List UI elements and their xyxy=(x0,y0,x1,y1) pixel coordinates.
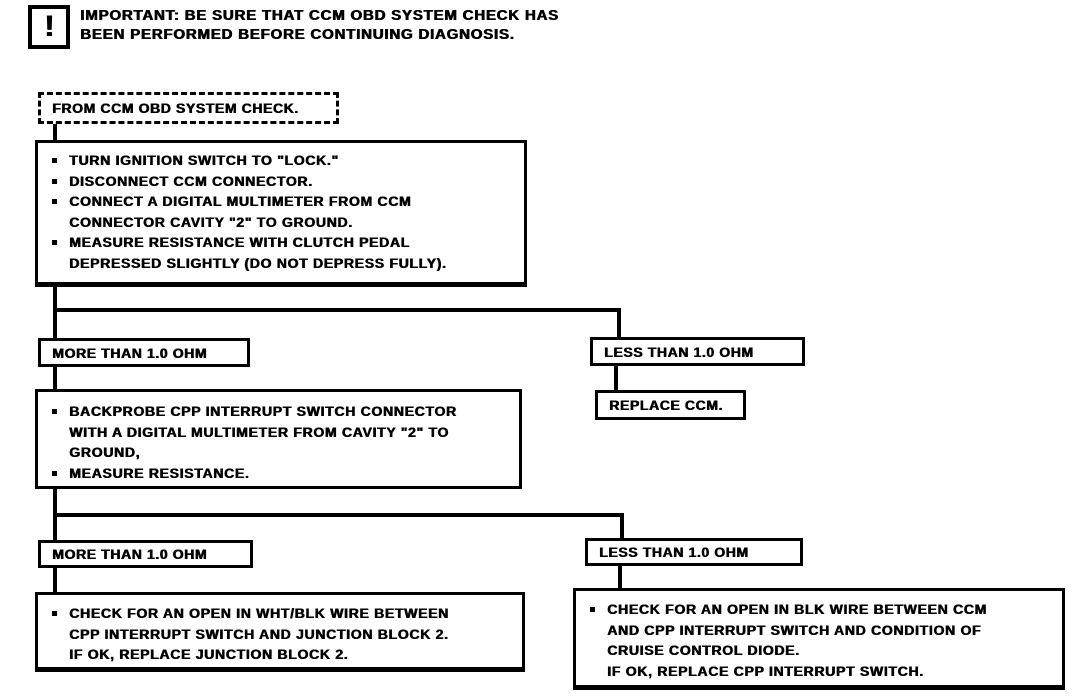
result-left-text: IF OK, REPLACE JUNCTION BLOCK 2. xyxy=(69,646,349,662)
bullet-spacer xyxy=(52,220,57,225)
result-right-text: CHECK FOR AN OPEN IN BLK WIRE BETWEEN CCM xyxy=(607,601,987,617)
connector-more1-step2 xyxy=(53,367,57,389)
bullet-spacer xyxy=(52,652,57,657)
list-item-continuation xyxy=(48,422,513,443)
result-left-text: CPP INTERRUPT SWITCH AND JUNCTION BLOCK 2. xyxy=(69,625,449,642)
flow-node-branch1-less xyxy=(590,337,805,366)
important-note-line: BEEN PERFORMED BEFORE CONTINUING DIAGNOSIS. xyxy=(80,26,515,43)
connector-less1-replace xyxy=(614,366,618,390)
list-item xyxy=(586,599,1056,620)
list-item xyxy=(48,191,518,212)
step2-item-text: GROUND, xyxy=(69,444,141,460)
list-item xyxy=(48,232,518,253)
step1-item-text: TURN IGNITION SWITCH TO "LOCK." xyxy=(69,152,339,168)
step1-item-text: CONNECTOR CAVITY "2" TO GROUND. xyxy=(69,213,353,230)
exclamation-glyph: ! xyxy=(44,10,54,43)
result-right-text: IF OK, REPLACE CPP INTERRUPT SWITCH. xyxy=(607,662,924,679)
result-right-text: AND CPP INTERRUPT SWITCH AND CONDITION OF xyxy=(607,621,982,638)
step1-item-text: MEASURE RESISTANCE WITH CLUTCH PEDAL xyxy=(69,234,410,250)
connector-step2-branch-horizontal xyxy=(53,513,624,517)
list-item-continuation xyxy=(48,442,513,463)
branch2-more-label: MORE THAN 1.0 OHM xyxy=(52,546,207,562)
bullet-spacer xyxy=(590,669,595,674)
list-item-continuation xyxy=(48,212,518,233)
bullet-icon xyxy=(590,607,595,612)
bullet-icon xyxy=(52,471,57,476)
list-item xyxy=(48,463,513,484)
list-item-continuation xyxy=(586,620,1056,641)
connector-step1-branch-horizontal xyxy=(53,308,621,312)
flow-node-result-left xyxy=(35,592,525,672)
flow-node-step2 xyxy=(35,389,522,489)
bullet-spacer xyxy=(590,648,595,653)
step2-item-text: MEASURE RESISTANCE. xyxy=(69,464,250,481)
bullet-spacer xyxy=(52,430,57,435)
step1-item-text: DEPRESSED SLIGHTLY (DO NOT DEPRESS FULLY). xyxy=(69,254,447,271)
connector-more2-result-left xyxy=(53,568,57,592)
branch1-less-label: LESS THAN 1.0 OHM xyxy=(604,343,754,360)
flow-node-branch2-less xyxy=(585,538,803,566)
list-item-continuation xyxy=(48,644,516,665)
list-item xyxy=(48,150,518,171)
connector-step2-less2 xyxy=(620,513,624,538)
list-item xyxy=(48,401,513,422)
step1-item-text: DISCONNECT CCM CONNECTOR. xyxy=(69,172,313,189)
connector-step1-more1 xyxy=(53,287,57,338)
flow-node-branch1-more xyxy=(38,338,250,367)
flow-node-start-label: FROM CCM OBD SYSTEM CHECK. xyxy=(52,100,299,116)
important-note xyxy=(80,6,559,44)
step2-item-text: WITH A DIGITAL MULTIMETER FROM CAVITY "2" TO xyxy=(69,423,449,440)
list-item-continuation xyxy=(586,661,1056,682)
bullet-icon xyxy=(52,199,57,204)
bullet-icon xyxy=(52,611,57,616)
step2-item-text: BACKPROBE CPP INTERRUPT SWITCH CONNECTOR xyxy=(69,403,457,419)
list-item xyxy=(48,603,516,624)
replace-ccm-label: REPLACE CCM. xyxy=(609,397,723,413)
bullet-icon xyxy=(52,409,57,414)
flow-node-result-right xyxy=(573,588,1065,690)
connector-step1-less1 xyxy=(617,308,621,337)
flow-node-step1 xyxy=(35,140,527,287)
result-right-text: CRUISE CONTROL DIODE. xyxy=(607,642,800,658)
list-item-continuation xyxy=(48,624,516,645)
list-item xyxy=(48,171,518,192)
bullet-spacer xyxy=(52,450,57,455)
branch1-more-label: MORE THAN 1.0 OHM xyxy=(52,344,207,361)
bullet-icon xyxy=(52,179,57,184)
bullet-spacer xyxy=(52,261,57,266)
important-exclamation-icon xyxy=(28,5,70,49)
important-note-line: IMPORTANT: BE SURE THAT CCM OBD SYSTEM CHECK HAS xyxy=(80,7,559,24)
result-left-text: CHECK FOR AN OPEN IN WHT/BLK WIRE BETWEEN xyxy=(69,605,449,621)
flow-node-replace-ccm xyxy=(595,390,746,420)
flow-node-branch2-more xyxy=(38,540,253,568)
connector-less2-result-right xyxy=(618,566,622,588)
flow-node-start xyxy=(38,92,339,124)
bullet-icon xyxy=(52,158,57,163)
list-item-continuation xyxy=(586,640,1056,661)
bullet-spacer xyxy=(590,628,595,633)
bullet-spacer xyxy=(52,632,57,637)
list-item-continuation xyxy=(48,253,518,274)
branch2-less-label: LESS THAN 1.0 OHM xyxy=(599,544,749,560)
step1-item-text: CONNECT A DIGITAL MULTIMETER FROM CCM xyxy=(69,193,412,209)
bullet-icon xyxy=(52,240,57,245)
